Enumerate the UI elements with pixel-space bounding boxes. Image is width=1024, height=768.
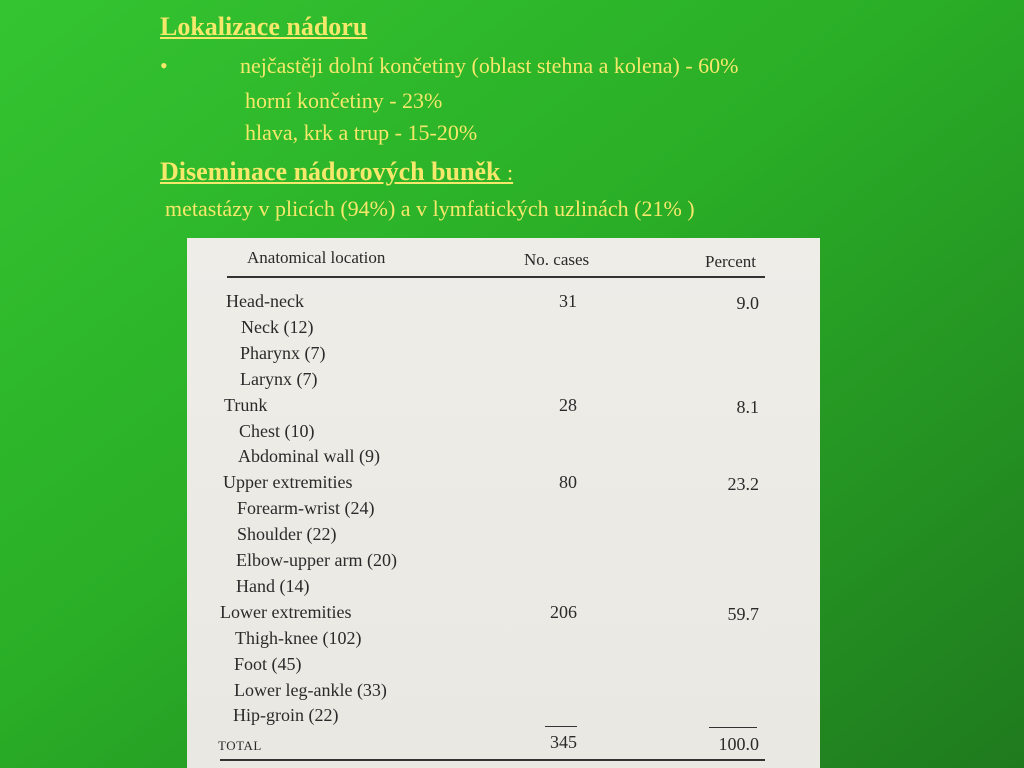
heading-tumor-location: Lokalizace nádoru <box>160 12 368 41</box>
heading-dissemination <box>160 157 513 187</box>
table-cell-percent: 23.2 <box>727 474 759 494</box>
bullet-lower-limbs <box>160 51 739 80</box>
table-row-subcategory: Neck (12) <box>241 317 314 337</box>
line-metastasis: metastázy v plicích (94%) a v lymfatických uzlinách (21% ) <box>165 196 695 221</box>
table-cell-cases: 206 <box>550 602 577 622</box>
table-row-subcategory: Shoulder (22) <box>237 524 337 544</box>
header-location: Anatomical location <box>247 248 386 267</box>
table-row-subcategory: Thigh-knee (102) <box>235 628 362 648</box>
heading-colon: : <box>506 160 514 185</box>
scanned-table <box>187 238 820 768</box>
table-row-subcategory: Abdominal wall (9) <box>238 446 380 466</box>
total-cases: 345 <box>550 732 577 752</box>
table-row-subcategory: Hip-groin (22) <box>233 705 339 725</box>
table-row-category: Head-neck <box>226 291 304 311</box>
table-row-subcategory: Pharynx (7) <box>240 343 326 363</box>
bullet-icon: • <box>160 53 168 78</box>
table-row-category: Upper extremities <box>223 472 353 492</box>
table-cell-cases: 31 <box>559 291 577 311</box>
table-cell-cases: 28 <box>559 395 577 415</box>
line-upper-limbs: horní končetiny - 23% <box>245 88 443 113</box>
header-percent: Percent <box>705 252 756 271</box>
total-label: TOTAL <box>218 738 262 753</box>
table-row-subcategory: Hand (14) <box>236 576 310 596</box>
table-cell-cases: 80 <box>559 472 577 492</box>
table-cell-percent: 8.1 <box>736 397 759 417</box>
table-row-category: Lower extremities <box>220 602 352 622</box>
heading-dissemination-text: Diseminace nádorových buněk <box>160 157 501 186</box>
footer-rule <box>220 759 765 761</box>
header-rule <box>227 276 765 278</box>
table-row-subcategory: Lower leg-ankle (33) <box>234 680 387 700</box>
table-row-subcategory: Foot (45) <box>234 654 302 674</box>
table-cell-percent: 59.7 <box>727 604 759 624</box>
total-rule-percent <box>709 727 757 728</box>
table-row-subcategory: Chest (10) <box>239 421 315 441</box>
header-cases: No. cases <box>524 250 590 269</box>
table-row-subcategory: Larynx (7) <box>240 369 318 389</box>
table-cell-percent: 9.0 <box>736 293 759 313</box>
table-row-category: Trunk <box>224 395 268 415</box>
table-row-subcategory: Elbow-upper arm (20) <box>236 550 397 570</box>
table-row-subcategory: Forearm-wrist (24) <box>237 498 375 518</box>
bullet-text: nejčastěji dolní končetiny (oblast stehna a kolena) - 60% <box>240 53 739 78</box>
line-head-trunk: hlava, krk a trup - 15-20% <box>245 120 478 145</box>
total-rule-cases <box>545 726 577 727</box>
total-percent: 100.0 <box>718 734 759 754</box>
